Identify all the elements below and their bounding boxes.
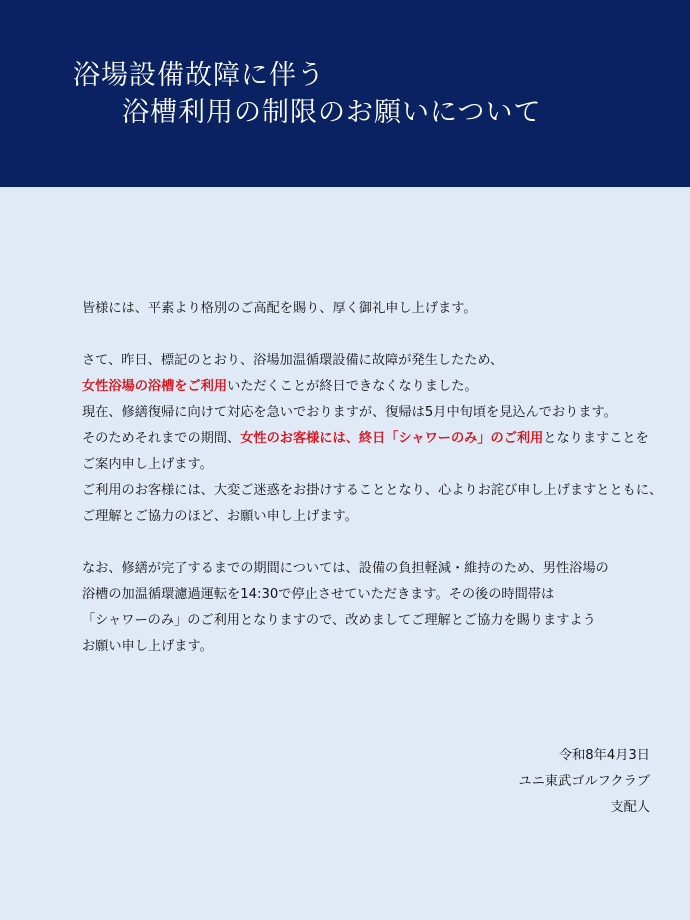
body-line: お願い申し上げます。 [82, 639, 213, 654]
body-line: ご案内申し上げます。 [82, 457, 213, 472]
body-line: ご理解とご協力のほど、お願い申し上げます。 [82, 509, 358, 524]
signature-block [519, 743, 650, 821]
organization-name: ユニ東武ゴルフクラブ [518, 774, 650, 789]
body-text: となりますことを [543, 431, 649, 446]
notice-header [0, 0, 690, 187]
notice-body [82, 296, 672, 660]
signatory-role: 支配人 [610, 800, 650, 815]
body-line: なお、修繕が完了するまでの期間については、設備の負担軽減・維持のため、男性浴場の [82, 561, 609, 576]
body-line [82, 426, 672, 452]
notice-title-line-2: 浴槽利用の制限のお願いについて [122, 97, 542, 128]
body-line: 浴槽の加温循環濾過運転を14:30で停止させていただきます。その後の時間帯は [82, 587, 555, 602]
body-line: さて、昨日、標記のとおり、浴場加温循環設備に故障が発生したため、 [82, 353, 504, 368]
emphasis-text: 女性のお客様には、終日「シャワーのみ」のご利用 [240, 431, 544, 446]
body-text: そのためそれまでの期間、 [82, 431, 241, 446]
body-line: 「シャワーのみ」のご利用となりますので、改めましてご理解とご協力を賜りますよう [82, 613, 596, 628]
emphasis-text: 女性浴場の浴槽をご利用 [82, 379, 228, 394]
body-text: いただくことが終日できなくなりました。 [227, 379, 478, 394]
notice-date: 令和8年4月3日 [558, 748, 650, 763]
paragraph-spacer [82, 530, 672, 556]
greeting-paragraph: 皆様には、平素より格別のご高配を賜り、厚く御礼申し上げます。 [82, 301, 477, 316]
paragraph-spacer [82, 322, 672, 348]
notice-title-line-1: 浴場設備故障に伴う [73, 60, 325, 91]
body-line: 現在、修繕復帰に向けて対応を急いでおりますが、復帰は5月中旬頃を見込んでおります。 [82, 405, 617, 420]
body-line: ご利用のお客様には、大変ご迷惑をお掛けすることとなり、心よりお詫び申し上げますとともに、 [82, 483, 663, 498]
body-line [82, 374, 672, 400]
